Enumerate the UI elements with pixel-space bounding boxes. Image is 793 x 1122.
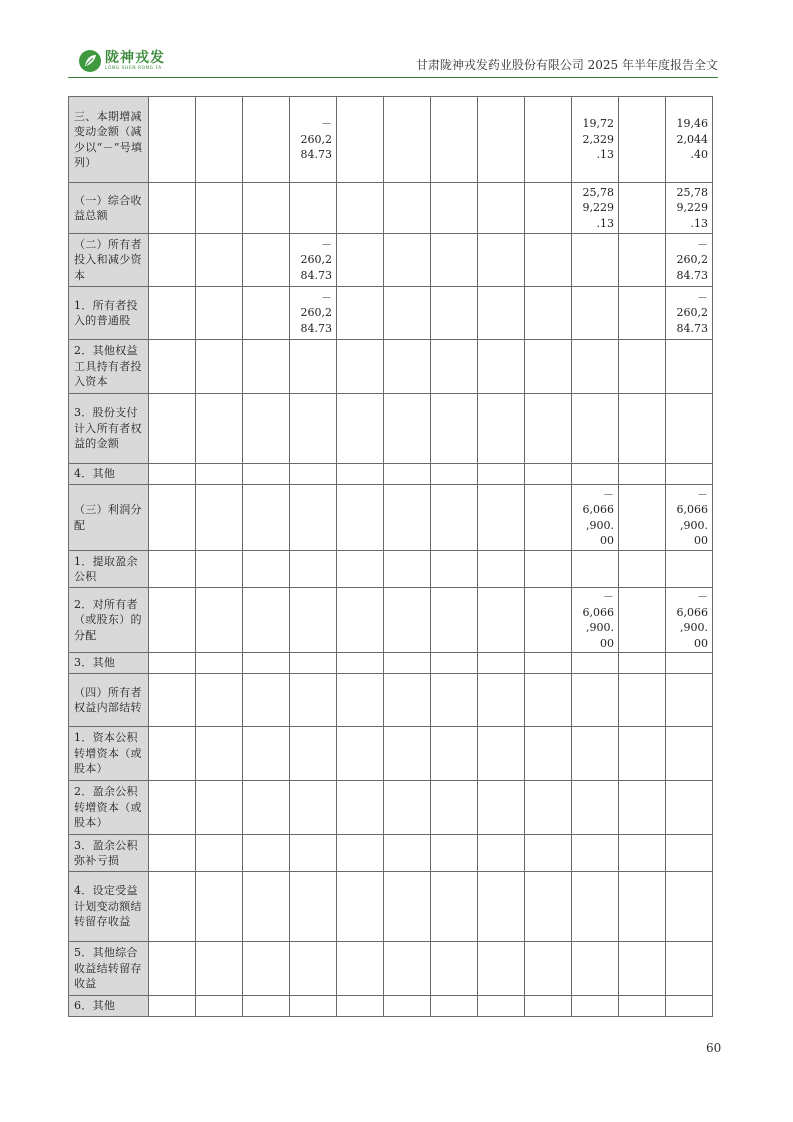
table-cell (196, 394, 243, 464)
table-cell (431, 781, 478, 835)
table-cell (384, 781, 431, 835)
table-cell (243, 781, 290, 835)
table-cell (196, 485, 243, 551)
table-cell (478, 727, 525, 781)
table-cell (525, 97, 572, 183)
table-cell (525, 942, 572, 996)
table-cell (572, 340, 619, 394)
table-cell (384, 340, 431, 394)
table-cell (478, 97, 525, 183)
table-cell (619, 835, 666, 872)
table-row (69, 872, 713, 942)
page-header (68, 44, 718, 78)
table-cell (337, 394, 384, 464)
table-cell (619, 942, 666, 996)
table-cell (384, 464, 431, 485)
table-cell (525, 183, 572, 234)
table-cell: － 260,2 84.73 (290, 234, 337, 287)
table-cell (290, 551, 337, 588)
table-cell (666, 674, 713, 727)
table-cell (478, 340, 525, 394)
table-cell (619, 97, 666, 183)
table-row (69, 287, 713, 340)
table-cell (149, 394, 196, 464)
table-cell (384, 996, 431, 1017)
table-cell (525, 727, 572, 781)
table-cell (525, 340, 572, 394)
table-row (69, 653, 713, 674)
table-cell (149, 287, 196, 340)
table-cell (478, 464, 525, 485)
table-cell (384, 835, 431, 872)
row-label: 2．其他权益工具持有者投入资本 (69, 340, 149, 394)
table-cell (337, 872, 384, 942)
row-label: 6．其他 (69, 996, 149, 1017)
table-cell: － 260,2 84.73 (666, 287, 713, 340)
table-cell (337, 485, 384, 551)
table-cell (478, 872, 525, 942)
table-cell (431, 485, 478, 551)
table-cell (243, 942, 290, 996)
table-cell (243, 674, 290, 727)
table-cell (525, 872, 572, 942)
table-cell (384, 942, 431, 996)
table-cell (243, 464, 290, 485)
row-label: 三、本期增减变动金额（减少以“－”号填列） (69, 97, 149, 183)
row-label: 4．其他 (69, 464, 149, 485)
table-cell (337, 674, 384, 727)
table-cell (337, 97, 384, 183)
table-row (69, 234, 713, 287)
table-cell (666, 340, 713, 394)
table-cell (243, 97, 290, 183)
table-cell (431, 727, 478, 781)
table-cell (572, 942, 619, 996)
row-label: 2．盈余公积转增资本（或股本） (69, 781, 149, 835)
table-cell (431, 464, 478, 485)
table-cell (243, 872, 290, 942)
table-cell (525, 551, 572, 588)
row-label: （一）综合收益总额 (69, 183, 149, 234)
table-cell: － 260,2 84.73 (290, 287, 337, 340)
table-cell (384, 97, 431, 183)
table-cell (619, 653, 666, 674)
table-cell (290, 727, 337, 781)
table-cell (525, 394, 572, 464)
table-cell (243, 551, 290, 588)
table-cell (572, 464, 619, 485)
table-cell (337, 183, 384, 234)
equity-changes-table (68, 96, 713, 1017)
table-cell (525, 781, 572, 835)
table-row (69, 942, 713, 996)
table-cell (149, 727, 196, 781)
row-label: （二）所有者投入和减少资本 (69, 234, 149, 287)
table-cell: 25,78 9,229 .13 (666, 183, 713, 234)
table-cell (196, 942, 243, 996)
table-cell (196, 996, 243, 1017)
table-cell (149, 234, 196, 287)
table-cell (619, 551, 666, 588)
table-cell (619, 234, 666, 287)
table-cell (290, 464, 337, 485)
table-cell (478, 485, 525, 551)
table-cell (243, 835, 290, 872)
table-cell (525, 588, 572, 653)
table-cell (431, 234, 478, 287)
row-label: 5．其他综合收益结转留存收益 (69, 942, 149, 996)
table-cell (666, 872, 713, 942)
table-cell (196, 781, 243, 835)
table-cell: 19,72 2,329 .13 (572, 97, 619, 183)
table-cell (243, 287, 290, 340)
table-cell (478, 942, 525, 996)
page-number: 60 (706, 1041, 722, 1055)
table-cell (666, 653, 713, 674)
table-cell (196, 551, 243, 588)
table-cell (196, 97, 243, 183)
table-cell (572, 394, 619, 464)
table-cell (149, 551, 196, 588)
table-cell (337, 287, 384, 340)
row-label: 2．对所有者（或股东）的分配 (69, 588, 149, 653)
table-cell (290, 872, 337, 942)
table-cell (478, 287, 525, 340)
table-cell (384, 287, 431, 340)
table-cell (243, 485, 290, 551)
table-cell (337, 727, 384, 781)
table-cell (290, 183, 337, 234)
table-cell (478, 781, 525, 835)
table-row (69, 394, 713, 464)
table-row (69, 485, 713, 551)
table-cell (431, 835, 478, 872)
table-cell (196, 287, 243, 340)
table-cell (243, 727, 290, 781)
row-label: 3．其他 (69, 653, 149, 674)
table-cell (525, 996, 572, 1017)
table-cell (666, 835, 713, 872)
table-cell (572, 781, 619, 835)
table-cell (290, 835, 337, 872)
table-cell (196, 674, 243, 727)
table-cell (384, 183, 431, 234)
table-cell (196, 234, 243, 287)
table-cell (666, 394, 713, 464)
table-cell: － 260,2 84.73 (666, 234, 713, 287)
table-cell (619, 996, 666, 1017)
table-cell (572, 653, 619, 674)
table-cell: － 6,066 ,900. 00 (572, 485, 619, 551)
logo-leaf-icon (78, 49, 102, 73)
table-cell (384, 551, 431, 588)
table-cell (619, 674, 666, 727)
table-cell (149, 872, 196, 942)
table-cell (243, 588, 290, 653)
row-label: 1．资本公积转增资本（或股本） (69, 727, 149, 781)
table-cell (337, 464, 384, 485)
table-cell (619, 394, 666, 464)
table-cell (149, 674, 196, 727)
table-row (69, 588, 713, 653)
table-cell (478, 588, 525, 653)
table-cell (196, 653, 243, 674)
table-cell (525, 485, 572, 551)
table-cell (431, 588, 478, 653)
table-cell (290, 653, 337, 674)
table-cell (431, 340, 478, 394)
report-title: 甘肃陇神戎发药业股份有限公司 2025 年半年度报告全文 (415, 58, 718, 72)
row-label: 4．设定受益计划变动额结转留存收益 (69, 872, 149, 942)
table-cell (337, 234, 384, 287)
company-logo (78, 48, 165, 74)
table-row (69, 97, 713, 183)
table-cell: 25,78 9,229 .13 (572, 183, 619, 234)
table-row (69, 551, 713, 588)
table-cell (337, 942, 384, 996)
table-cell (572, 835, 619, 872)
table-cell (243, 183, 290, 234)
table-cell (478, 674, 525, 727)
table-cell (525, 464, 572, 485)
table-cell (572, 872, 619, 942)
table-cell (525, 653, 572, 674)
table-cell (431, 97, 478, 183)
table-cell (666, 727, 713, 781)
table-cell: 19,46 2,044 .40 (666, 97, 713, 183)
table-cell: － 6,066 ,900. 00 (666, 588, 713, 653)
table-cell (431, 551, 478, 588)
table-cell (337, 551, 384, 588)
table-row (69, 674, 713, 727)
table-cell (478, 653, 525, 674)
table-cell (290, 674, 337, 727)
table-cell (572, 234, 619, 287)
table-cell (149, 996, 196, 1017)
table-cell (478, 551, 525, 588)
table-row (69, 835, 713, 872)
table-cell (337, 835, 384, 872)
table-cell (384, 727, 431, 781)
table-cell (384, 674, 431, 727)
row-label: 1．所有者投入的普通股 (69, 287, 149, 340)
table-cell (149, 183, 196, 234)
table-cell (384, 653, 431, 674)
row-label: 1．提取盈余公积 (69, 551, 149, 588)
table-cell (149, 97, 196, 183)
table-row (69, 727, 713, 781)
table-cell (478, 835, 525, 872)
table-cell (619, 485, 666, 551)
table-row (69, 996, 713, 1017)
table-cell (572, 551, 619, 588)
table-cell (196, 588, 243, 653)
table-cell (243, 653, 290, 674)
table-cell (243, 234, 290, 287)
table-cell (666, 942, 713, 996)
table-cell (337, 781, 384, 835)
table-cell (572, 727, 619, 781)
table-cell (619, 588, 666, 653)
table-cell (666, 464, 713, 485)
table-row (69, 464, 713, 485)
table-cell (196, 872, 243, 942)
table-cell (666, 996, 713, 1017)
table-cell (384, 485, 431, 551)
table-cell (196, 183, 243, 234)
table-cell (478, 234, 525, 287)
table-cell (290, 942, 337, 996)
table-cell (149, 653, 196, 674)
table-row (69, 183, 713, 234)
table-cell (384, 872, 431, 942)
table-cell (149, 340, 196, 394)
table-cell (149, 588, 196, 653)
table-cell (337, 653, 384, 674)
row-label: 3．股份支付计入所有者权益的金额 (69, 394, 149, 464)
table-cell (525, 234, 572, 287)
table-cell (619, 340, 666, 394)
table-row (69, 781, 713, 835)
table-cell (431, 394, 478, 464)
table-cell (337, 996, 384, 1017)
table-cell (243, 394, 290, 464)
table-cell (384, 234, 431, 287)
table-cell (196, 835, 243, 872)
table-cell (572, 674, 619, 727)
row-label: （四）所有者权益内部结转 (69, 674, 149, 727)
table-cell (149, 464, 196, 485)
table-cell (525, 287, 572, 340)
table-row (69, 340, 713, 394)
table-cell: － 260,2 84.73 (290, 97, 337, 183)
table-cell (478, 996, 525, 1017)
row-label: 3．盈余公积弥补亏损 (69, 835, 149, 872)
table-cell (431, 996, 478, 1017)
table-cell (149, 835, 196, 872)
table-cell (290, 340, 337, 394)
table-cell (384, 394, 431, 464)
table-cell (431, 287, 478, 340)
table-cell (290, 781, 337, 835)
table-cell (290, 588, 337, 653)
table-cell (290, 996, 337, 1017)
table-cell (431, 183, 478, 234)
table-cell (196, 727, 243, 781)
table-cell (619, 872, 666, 942)
table-cell (619, 781, 666, 835)
table-cell (243, 996, 290, 1017)
table-cell (243, 340, 290, 394)
table-cell (149, 942, 196, 996)
table-cell (384, 588, 431, 653)
table-cell (478, 183, 525, 234)
table-cell (337, 588, 384, 653)
table-cell (525, 835, 572, 872)
table-cell (196, 340, 243, 394)
table-cell (619, 183, 666, 234)
table-cell (572, 996, 619, 1017)
table-cell (666, 781, 713, 835)
table-cell (619, 727, 666, 781)
table-cell (666, 551, 713, 588)
row-label: （三）利润分配 (69, 485, 149, 551)
table-cell (525, 674, 572, 727)
table-cell (431, 674, 478, 727)
table-cell (478, 394, 525, 464)
table-cell: － 6,066 ,900. 00 (572, 588, 619, 653)
table-cell (431, 942, 478, 996)
table-cell (431, 872, 478, 942)
logo-chinese-name: 陇神戎发 (105, 49, 165, 66)
table-cell (290, 394, 337, 464)
table-cell: － 6,066 ,900. 00 (666, 485, 713, 551)
table-cell (619, 287, 666, 340)
table-cell (619, 464, 666, 485)
table-cell (196, 464, 243, 485)
table-cell (572, 287, 619, 340)
table-cell (337, 340, 384, 394)
table-cell (431, 653, 478, 674)
table-cell (149, 781, 196, 835)
logo-english-name: LONG SHEN RONG FA (105, 65, 162, 71)
table-cell (149, 485, 196, 551)
table-cell (290, 485, 337, 551)
